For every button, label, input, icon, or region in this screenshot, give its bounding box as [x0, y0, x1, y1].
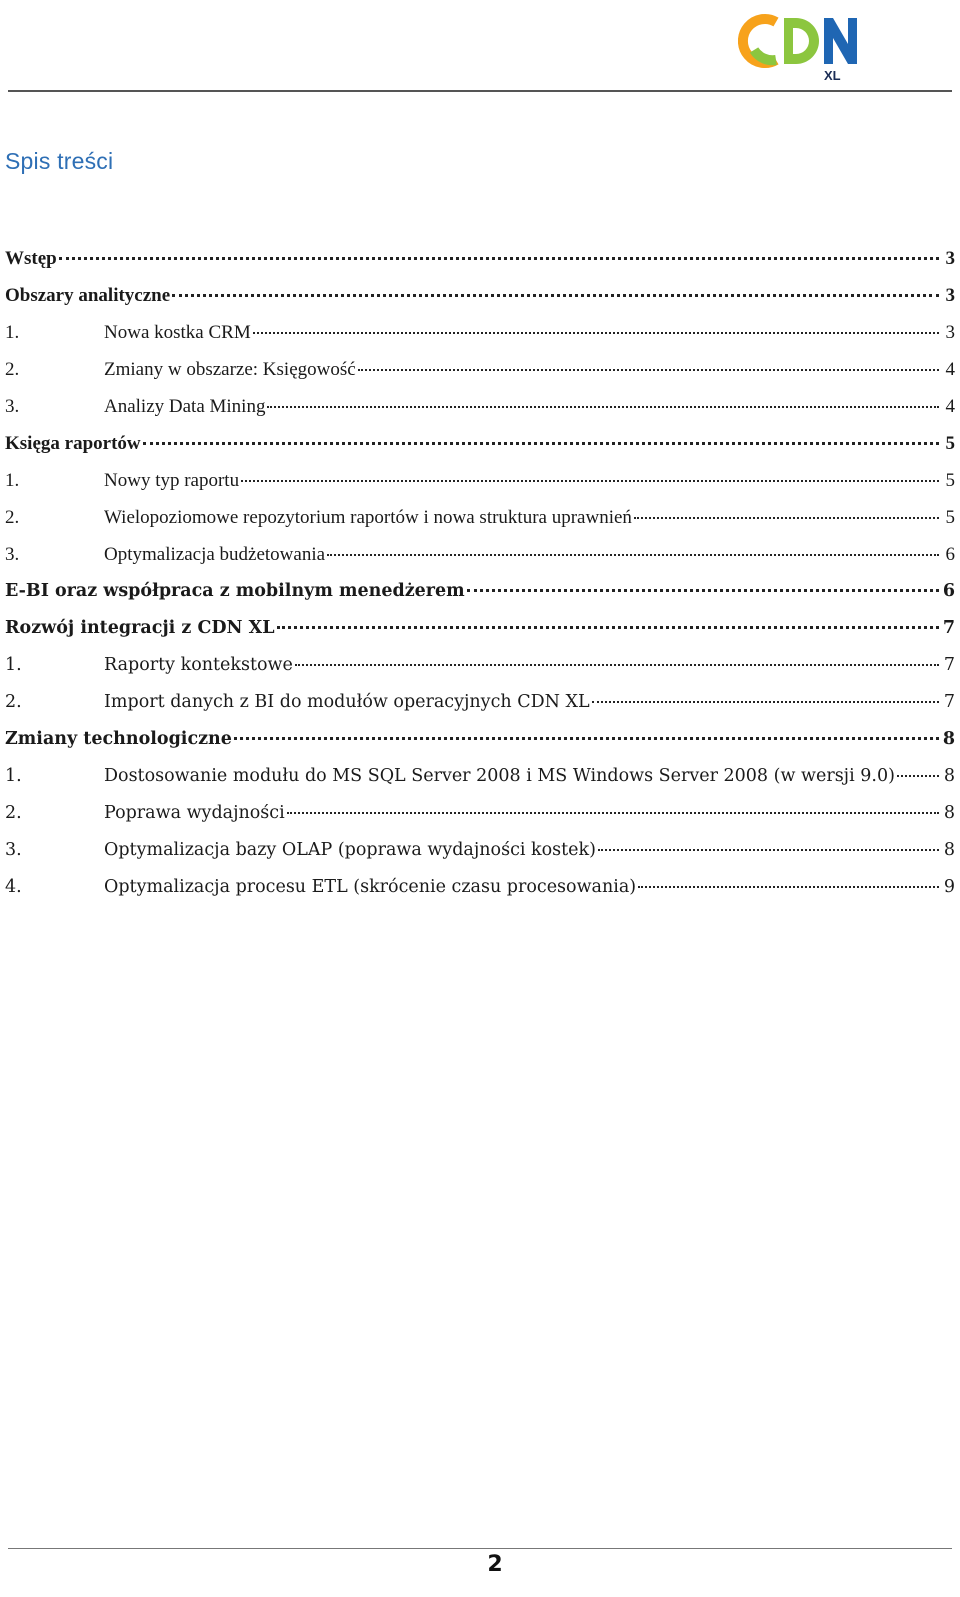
toc-entry[interactable]	[5, 795, 955, 832]
toc-entry-page[interactable]: 3	[945, 248, 955, 269]
toc-entry[interactable]	[5, 684, 955, 721]
toc-entry-page[interactable]: 9	[943, 877, 955, 897]
toc-entry-page[interactable]: 5	[945, 433, 955, 454]
toc-entry-page[interactable]: 3	[945, 285, 955, 306]
toc-dot-leader	[253, 330, 939, 334]
page-header	[0, 0, 960, 94]
toc-entry-page[interactable]: 8	[943, 803, 955, 823]
toc-entry[interactable]	[5, 388, 955, 425]
toc-entry-label[interactable]: Optymalizacja budżetowania	[104, 544, 326, 565]
toc-entry-page[interactable]: 8	[943, 840, 955, 860]
toc-dot-leader	[897, 773, 939, 777]
toc-entry-label[interactable]: Raporty kontekstowe	[104, 655, 293, 675]
toc-entry-page[interactable]: 7	[943, 692, 955, 712]
toc-entry-number: 4.	[5, 877, 22, 897]
toc-entry[interactable]	[5, 573, 955, 610]
toc-entry-label[interactable]: E-BI oraz współpraca z mobilnym menedżerem	[5, 581, 465, 601]
toc-title: Spis treści	[5, 148, 114, 174]
toc-entry-page[interactable]: 4	[945, 396, 955, 417]
toc-entry-page[interactable]: 8	[943, 766, 955, 786]
table-of-contents	[5, 240, 955, 906]
toc-entry[interactable]	[5, 277, 955, 314]
footer-divider	[8, 1548, 952, 1549]
toc-entry[interactable]	[5, 240, 955, 277]
page-number: 2	[487, 1552, 503, 1577]
toc-entry-label[interactable]: Obszary analityczne	[5, 285, 171, 306]
toc-entry-label[interactable]: Wielopoziomowe repozytorium raportów i nowa struktura uprawnień	[104, 507, 632, 528]
toc-entry-page[interactable]: 6	[945, 544, 955, 565]
toc-entry-number: 1.	[5, 766, 22, 786]
toc-entry-page[interactable]: 7	[943, 655, 955, 675]
toc-dot-leader	[327, 552, 939, 556]
toc-entry-page[interactable]: 6	[942, 581, 955, 601]
toc-dot-leader	[287, 810, 939, 814]
toc-entry-page[interactable]: 4	[945, 359, 955, 380]
toc-dot-leader	[241, 478, 939, 482]
toc-entry-label[interactable]: Zmiany w obszarze: Księgowość	[104, 359, 356, 380]
toc-entry[interactable]	[5, 351, 955, 388]
toc-entry-page[interactable]: 5	[945, 470, 955, 491]
toc-entry-number: 2.	[5, 359, 20, 380]
toc-entry-number: 1.	[5, 655, 22, 675]
toc-entry-label[interactable]: Dostosowanie modułu do MS SQL Server 2008 i MS Windows Server 2008 (w wersji 9.0)	[104, 766, 895, 786]
toc-entry-page[interactable]: 5	[945, 507, 955, 528]
toc-entry-number: 2.	[5, 803, 22, 823]
toc-entry[interactable]	[5, 758, 955, 795]
toc-dot-leader	[172, 292, 939, 297]
toc-entry-label[interactable]: Wstęp	[5, 248, 57, 269]
toc-entry-label[interactable]: Analizy Data Mining	[104, 396, 266, 417]
toc-entry-page[interactable]: 7	[942, 618, 955, 638]
toc-dot-leader	[638, 884, 939, 888]
toc-entry[interactable]	[5, 425, 955, 462]
header-divider	[8, 90, 952, 92]
toc-entry-label[interactable]: Nowy typ raportu	[104, 470, 240, 491]
toc-entry[interactable]	[5, 314, 955, 351]
toc-entry-label[interactable]: Optymalizacja procesu ETL (skrócenie czasu procesowania)	[104, 877, 637, 897]
toc-entry[interactable]	[5, 610, 955, 647]
toc-entry[interactable]	[5, 721, 955, 758]
toc-entry-label[interactable]: Rozwój integracji z CDN XL	[5, 618, 275, 638]
toc-entry[interactable]	[5, 536, 955, 573]
toc-entry-label[interactable]: Import danych z BI do modułów operacyjnych CDN XL	[104, 692, 590, 712]
toc-entry-label[interactable]: Nowa kostka CRM	[104, 322, 251, 343]
toc-entry[interactable]	[5, 499, 955, 536]
cdn-xl-logo	[738, 10, 862, 84]
toc-entry-number: 3.	[5, 396, 20, 417]
toc-dot-leader	[267, 404, 939, 408]
toc-entry-label[interactable]: Księga raportów	[5, 433, 141, 454]
toc-entry[interactable]	[5, 869, 955, 906]
toc-entry[interactable]	[5, 832, 955, 869]
toc-dot-leader	[592, 699, 939, 703]
toc-entry-number: 1.	[5, 322, 20, 343]
toc-entry-number: 3.	[5, 544, 20, 565]
toc-entry-page[interactable]: 3	[945, 322, 955, 343]
toc-entry-page[interactable]: 8	[942, 729, 955, 749]
toc-entry-number: 1.	[5, 470, 20, 491]
toc-entry[interactable]	[5, 462, 955, 499]
toc-dot-leader	[467, 587, 939, 592]
toc-entry-label[interactable]: Zmiany technologiczne	[5, 729, 232, 749]
logo-sub-text: XL	[824, 68, 841, 83]
toc-dot-leader	[143, 440, 939, 445]
toc-dot-leader	[234, 735, 939, 740]
toc-dot-leader	[295, 662, 939, 666]
toc-entry-number: 2.	[5, 692, 22, 712]
toc-entry-number: 3.	[5, 840, 22, 860]
toc-dot-leader	[59, 255, 939, 260]
toc-dot-leader	[358, 367, 939, 371]
toc-entry-label[interactable]: Optymalizacja bazy OLAP (poprawa wydajności kostek)	[104, 840, 596, 860]
toc-entry-label[interactable]: Poprawa wydajności	[104, 803, 285, 823]
toc-dot-leader	[598, 847, 939, 851]
toc-dot-leader	[277, 624, 939, 629]
toc-entry-number: 2.	[5, 507, 20, 528]
toc-entry[interactable]	[5, 647, 955, 684]
toc-dot-leader	[634, 515, 939, 519]
